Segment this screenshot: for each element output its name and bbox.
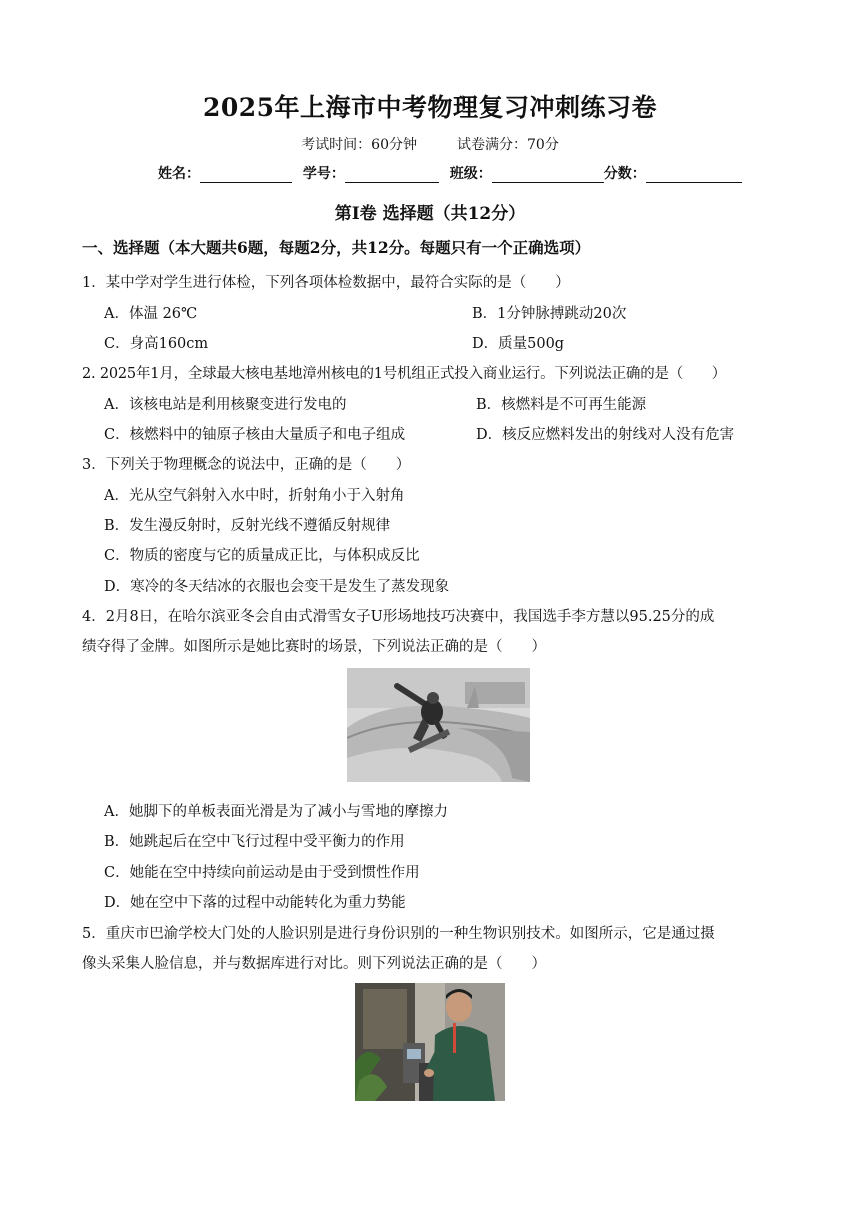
question-4-option-c[interactable]: C．她能在空中持续向前运动是由于受到惯性作用 <box>104 865 420 881</box>
class-blank[interactable] <box>492 168 604 183</box>
question-1-option-b[interactable]: B．1分钟脉搏跳动20次 <box>472 306 627 322</box>
id-label: 学号： <box>302 166 345 182</box>
question-2-option-d[interactable]: D．核反应燃料发出的射线对人没有危害 <box>476 427 735 443</box>
part-heading: 第Ⅰ卷 选择题（共12分） <box>334 204 526 224</box>
question-1-option-c[interactable]: C．身高160cm <box>104 336 209 352</box>
question-3-stem: 3．下列关于物理概念的说法中，正确的是（ ） <box>82 457 411 473</box>
question-3-option-d[interactable]: D．寒冷的冬天结冰的衣服也会变干是发生了蒸发现象 <box>104 579 450 595</box>
score-label: 分数： <box>603 166 646 182</box>
question-5-stem-line-2: 像头采集人脸信息，并与数据库进行对比。则下列说法正确的是（ ） <box>82 956 546 972</box>
class-label: 班级： <box>449 166 492 182</box>
question-4-option-a[interactable]: A．她脚下的单板表面光滑是为了减小与雪地的摩擦力 <box>104 804 448 820</box>
student-info-row <box>158 163 748 183</box>
question-4-option-d[interactable]: D．她在空中下落的过程中动能转化为重力势能 <box>104 895 406 911</box>
question-3-option-a[interactable]: A．光从空气斜射入水中时，折射角小于入射角 <box>104 488 405 504</box>
question-1-stem: 1．某中学对学生进行体检，下列各项体检数据中，最符合实际的是（ ） <box>82 275 570 291</box>
exam-title: 2025年上海市中考物理复习冲刺练习卷 <box>202 93 658 122</box>
question-3-option-c[interactable]: C．物质的密度与它的质量成正比，与体积成反比 <box>104 548 420 564</box>
exam-time: 考试时间：60分钟 <box>301 137 417 153</box>
question-5-stem-line-1: 5．重庆市巴渝学校大门处的人脸识别是进行身份识别的一种生物识别技术。如图所示，它是通过摄 <box>82 926 715 942</box>
section-heading: 一、选择题（本大题共6题，每题2分，共12分。每题只有一个正确选项） <box>82 238 591 257</box>
question-2-option-a[interactable]: A．该核电站是利用核聚变进行发电的 <box>104 397 347 413</box>
snowboarder-photo <box>347 668 530 782</box>
question-1-option-d[interactable]: D．质量500g <box>472 336 565 352</box>
question-3-option-b[interactable]: B．发生漫反射时，反射光线不遵循反射规律 <box>104 518 391 534</box>
id-blank[interactable] <box>345 168 439 183</box>
question-4-stem-line-2: 绩夺得了金牌。如图所示是她比赛时的场景，下列说法正确的是（ ） <box>82 639 546 655</box>
exam-meta <box>0 134 860 154</box>
score-blank[interactable] <box>646 168 742 183</box>
face-recognition-photo <box>355 983 505 1101</box>
question-4-stem-line-1: 4．2月8日，在哈尔滨亚冬会自由式滑雪女子U形场地技巧决赛中，我国选手李方慧以95.25分的成 <box>82 609 715 625</box>
question-2-stem: 2. 2025年1月，全球最大核电基地漳州核电的1号机组正式投入商业运行。下列说法正确的是（ ） <box>82 366 726 382</box>
name-label: 姓名： <box>158 166 200 182</box>
question-4-option-b[interactable]: B．她跳起后在空中飞行过程中受平衡力的作用 <box>104 834 405 850</box>
question-2-option-b[interactable]: B．核燃料是不可再生能源 <box>476 397 647 413</box>
full-score: 试卷满分：70分 <box>457 137 559 153</box>
question-1-option-a[interactable]: A．体温 26℃ <box>104 306 198 322</box>
question-2-option-c[interactable]: C．核燃料中的铀原子核由大量质子和电子组成 <box>104 427 406 443</box>
name-blank[interactable] <box>200 168 292 183</box>
